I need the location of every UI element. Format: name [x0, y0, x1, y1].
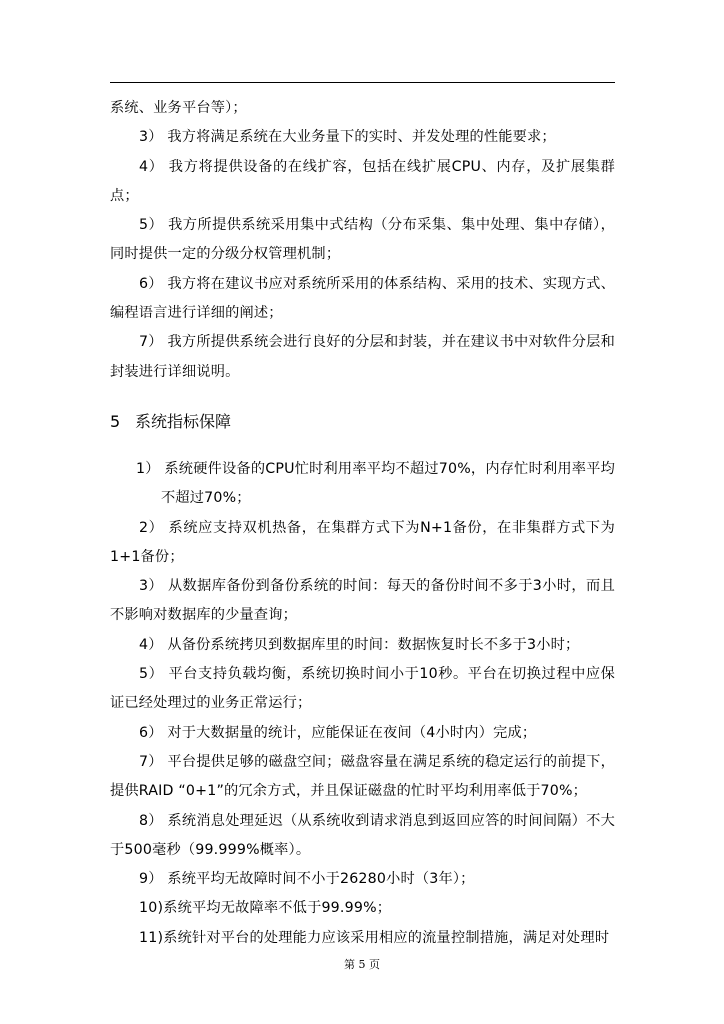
section-number: 5	[110, 411, 121, 431]
requirement-item-3: 3） 我方将满足系统在大业务量下的实时、并发处理的性能要求；	[139, 129, 556, 146]
paragraph-continuation: 系统、业务平台等）；	[110, 100, 247, 116]
requirement-item-5: 5） 我方所提供系统采用集中式结构（分布采集、集中处理、集中存储），同时提供一定的分级分权管理机制；	[110, 217, 615, 263]
indicator-item-9: 9） 系统平均无故障时间不小于26280小时（3年）；	[139, 871, 475, 888]
page-number: 第 5 页	[344, 958, 380, 971]
section-title: 系统指标保障	[135, 411, 232, 431]
indicator-item-3: 3） 从数据库备份到备份系统的时间：每天的备份时间不多于3小时，而且不影响对数据库的少量查询；	[110, 578, 615, 624]
section-heading	[110, 407, 615, 437]
document-body	[110, 94, 615, 953]
indicator-item-2: 2） 系统应支持双机热备，在集群方式下为N+1备份，在非集群方式下为1+1备份；	[110, 519, 615, 565]
indicator-item-6: 6） 对于大数据量的统计，应能保证在夜间（4小时内）完成；	[139, 724, 537, 741]
indicator-item-7: 7） 平台提供足够的磁盘空间；磁盘容量在满足系统的稳定运行的前提下，提供RAID “0+1”的冗余方式，并且保证磁盘的忙时平均利用率低于70%；	[110, 753, 615, 800]
indicator-item-4: 4） 从备份系统拷贝到数据库里的时间：数据恢复时长不多于3小时；	[139, 636, 580, 653]
requirement-item-6: 6） 我方将在建议书应对系统所采用的体系结构、采用的技术、实现方式、编程语言进行详细的阐述；	[110, 275, 615, 322]
indicator-item-8: 8） 系统消息处理延迟（从系统收到请求消息到返回应答的时间间隔）不大于500毫秒（99.999%概率）。	[110, 812, 615, 858]
indicator-item-5: 5） 平台支持负载均衡，系统切换时间小于10秒。平台在切换过程中应保证已经处理过的业务正常运行；	[110, 666, 615, 712]
indicator-item-1: 1） 系统硬件设备的CPU忙时利用率平均不超过70%，内存忙时利用率平均不超过70%；	[136, 460, 615, 507]
requirement-item-7: 7） 我方所提供系统会进行良好的分层和封装，并在建议书中对软件分层和封装进行详细说明。	[110, 334, 615, 380]
indicator-item-11: 11)系统针对平台的处理能力应该采用相应的流量控制措施，满足对处理时	[139, 929, 610, 946]
indicator-item-10: 10)系统平均无故障率不低于99.99%；	[139, 900, 392, 917]
requirement-item-4: 4） 我方将提供设备的在线扩容，包括在线扩展CPU、内存，及扩展集群点；	[110, 158, 615, 204]
header-rule	[110, 82, 615, 83]
